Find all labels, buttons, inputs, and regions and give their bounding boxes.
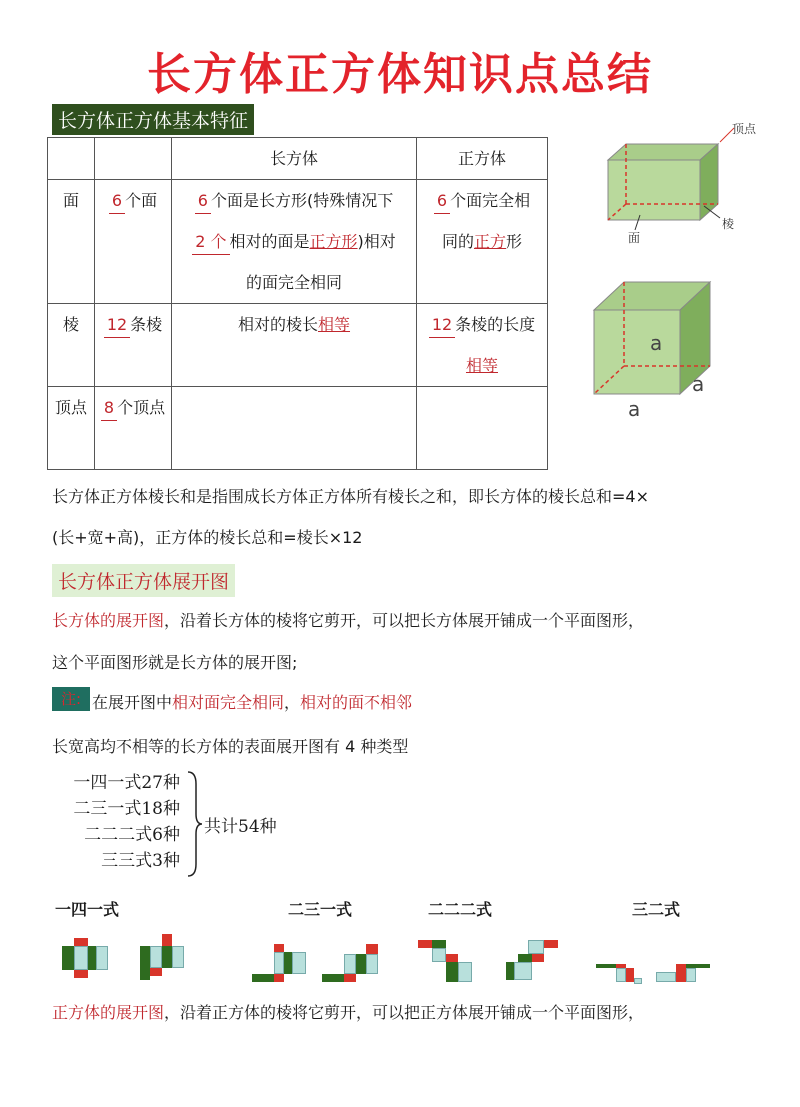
net-type-intro: 长宽高均不相等的长方体的表面展开图有 4 种类型 xyxy=(52,737,409,756)
table-row xyxy=(48,304,548,387)
features-table xyxy=(47,137,548,470)
net-type-item: 三三式3种 xyxy=(101,851,180,871)
vertex-count: 8 个顶点 xyxy=(95,387,172,470)
label-face: 面 xyxy=(628,231,641,245)
label-a-bottom: a xyxy=(628,397,641,421)
row-label-vertex: 顶点 xyxy=(48,387,95,470)
note-text: 在展开图中相对面完全相同，相对的面不相邻 xyxy=(92,693,413,712)
net-label-33: 三二式 xyxy=(632,900,681,919)
table-row xyxy=(48,180,548,304)
net-diagram-33a xyxy=(596,964,646,986)
cube-vertex-desc xyxy=(417,387,548,470)
net-diagram-222a xyxy=(418,940,478,984)
net-label-222: 二二二式 xyxy=(428,900,493,919)
net-diagram-33b xyxy=(656,964,716,986)
cuboid-net-desc-2: 这个平面图形就是长方体的展开图; xyxy=(52,653,298,672)
label-a-face: a xyxy=(650,331,663,355)
edge-sum-text-1: 长方体正方体棱长和是指围成长方体正方体所有棱长之和，即长方体的棱长总和=4× xyxy=(52,487,649,506)
label-a-side: a xyxy=(692,372,705,396)
note-tag: 注: xyxy=(52,687,90,711)
net-diagram-141a xyxy=(62,938,112,978)
row-label-face: 面 xyxy=(48,180,95,304)
net-type-list xyxy=(60,770,180,874)
row-label-edge: 棱 xyxy=(48,304,95,387)
cuboid-diagram xyxy=(580,120,780,250)
header-cell-empty-1 xyxy=(48,138,95,180)
cuboid-net-desc: 长方体的展开图，沿着长方体的棱将它剪开，可以把长方体展开铺成一个平面图形， xyxy=(52,611,645,630)
cuboid-face-desc: 6 个面是长方形(特殊情况下 2 个 相对的面是正方形)相对 的面完全相同 xyxy=(172,180,417,304)
edge-sum-text-2: (长+宽+高)，正方体的棱长总和=棱长×12 xyxy=(52,528,363,547)
net-type-item: 一四一式27种 xyxy=(73,773,180,793)
edge-count: 12 条棱 xyxy=(95,304,172,387)
header-cell-empty-2 xyxy=(95,138,172,180)
net-diagram-231b xyxy=(322,944,382,984)
net-diagram-141b xyxy=(140,934,190,980)
net-type-item: 二三一式18种 xyxy=(73,799,180,819)
face-count: 6 个面 xyxy=(95,180,172,304)
net-type-total: 共计54种 xyxy=(204,817,277,837)
cube-edge-desc: 12 条棱的长度 相等 xyxy=(417,304,548,387)
header-cube: 正方体 xyxy=(417,138,548,180)
cube-net-desc: 正方体的展开图，沿着正方体的棱将它剪开，可以把正方体展开铺成一个平面图形， xyxy=(52,1003,645,1022)
page-title: 长方体正方体知识点总结 xyxy=(147,49,653,100)
net-label-231: 二三一式 xyxy=(288,900,353,919)
brace-icon xyxy=(184,770,204,878)
header-cuboid: 长方体 xyxy=(172,138,417,180)
net-type-item: 二二二式6种 xyxy=(84,825,180,845)
section-heading-features: 长方体正方体基本特征 xyxy=(52,104,254,135)
section-heading-nets: 长方体正方体展开图 xyxy=(52,564,235,597)
net-label-141: 一四一式 xyxy=(55,900,120,919)
label-vertex: 顶点 xyxy=(732,122,757,136)
cuboid-vertex-desc xyxy=(172,387,417,470)
label-edge: 棱 xyxy=(722,217,735,231)
cube-diagram xyxy=(580,278,780,428)
net-diagram-231a xyxy=(252,944,312,984)
table-header-row xyxy=(48,138,548,180)
cuboid-edge-desc: 相对的棱长相等 xyxy=(172,304,417,387)
net-diagram-222b xyxy=(506,938,562,982)
cube-face-desc: 6 个面完全相 同的正方形 xyxy=(417,180,548,304)
table-row xyxy=(48,387,548,470)
